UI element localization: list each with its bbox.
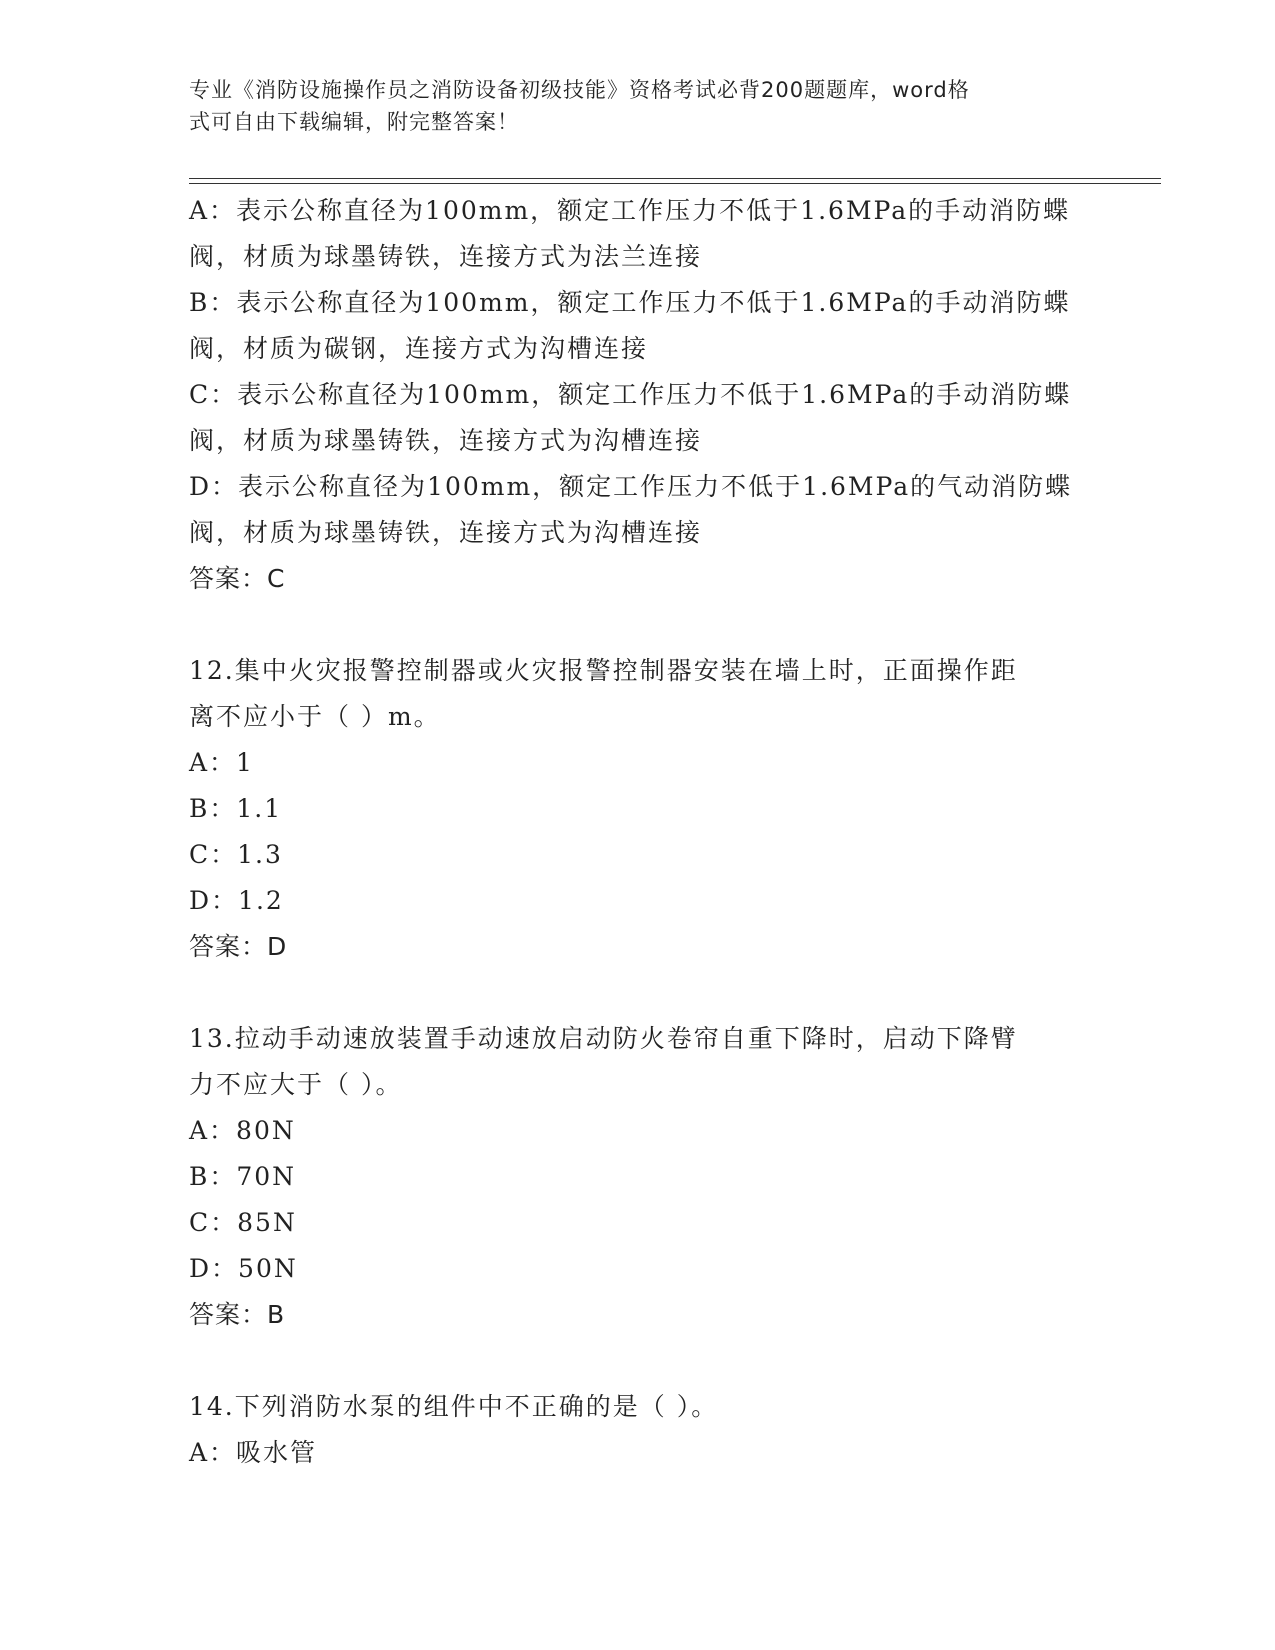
- header-divider-bottom: [189, 183, 1161, 184]
- spacer: [189, 602, 1089, 648]
- question-stem: 14.下列消防水泵的组件中不正确的是（ ）。: [189, 1392, 719, 1421]
- option-a: A：1: [189, 748, 254, 777]
- answer-text: 答案：D: [189, 932, 288, 961]
- question-content: [189, 188, 1089, 1476]
- question-stem: 13.拉动手动速放装置手动速放启动防火卷帘自重下降时，启动下降臂: [189, 1024, 1018, 1053]
- question-13: [189, 1016, 1089, 1338]
- option-line: A：表示公称直径为100mm，额定工作压力不低于1.6MPa的手动消防蝶: [189, 196, 1071, 225]
- question-14: [189, 1384, 1089, 1476]
- question-stem: 12.集中火灾报警控制器或火灾报警控制器安装在墙上时，正面操作距: [189, 656, 1018, 685]
- option-line: 阀，材质为球墨铸铁，连接方式为沟槽连接: [189, 426, 703, 455]
- header-divider-top: [189, 178, 1161, 179]
- option-line: B：表示公称直径为100mm，额定工作压力不低于1.6MPa的手动消防蝶: [189, 288, 1071, 317]
- option-line: 阀，材质为碳钢，连接方式为沟槽连接: [189, 334, 649, 363]
- spacer: [189, 1338, 1089, 1384]
- option-d: D：1.2: [189, 886, 284, 915]
- option-b: B：1.1: [189, 794, 283, 823]
- question-stem: 力不应大于（ ）。: [189, 1070, 403, 1099]
- header-line-2: 式可自由下载编辑，附完整答案！: [189, 110, 519, 134]
- option-c: [189, 372, 1089, 464]
- option-line: D：表示公称直径为100mm，额定工作压力不低于1.6MPa的气动消防蝶: [189, 472, 1073, 501]
- document-header: [189, 74, 1069, 138]
- option-line: C：表示公称直径为100mm，额定工作压力不低于1.6MPa的手动消防蝶: [189, 380, 1072, 409]
- question-11: [189, 188, 1089, 602]
- header-line-1: 专业《消防设施操作员之消防设备初级技能》资格考试必背200题题库，word格: [189, 78, 970, 102]
- spacer: [189, 970, 1089, 1016]
- option-b: [189, 280, 1089, 372]
- option-line: 阀，材质为球墨铸铁，连接方式为法兰连接: [189, 242, 703, 271]
- question-stem: 离不应小于（ ）m。: [189, 702, 441, 731]
- option-d: D：50N: [189, 1254, 298, 1283]
- option-a: [189, 188, 1089, 280]
- answer-text: 答案：B: [189, 1300, 286, 1329]
- option-line: 阀，材质为球墨铸铁，连接方式为沟槽连接: [189, 518, 703, 547]
- option-d: [189, 464, 1089, 556]
- question-12: [189, 648, 1089, 970]
- option-a: A：80N: [189, 1116, 296, 1145]
- option-b: B：70N: [189, 1162, 297, 1191]
- option-a: A：吸水管: [189, 1438, 318, 1467]
- answer-text: 答案：C: [189, 564, 286, 593]
- option-c: C：1.3: [189, 840, 283, 869]
- option-c: C：85N: [189, 1208, 297, 1237]
